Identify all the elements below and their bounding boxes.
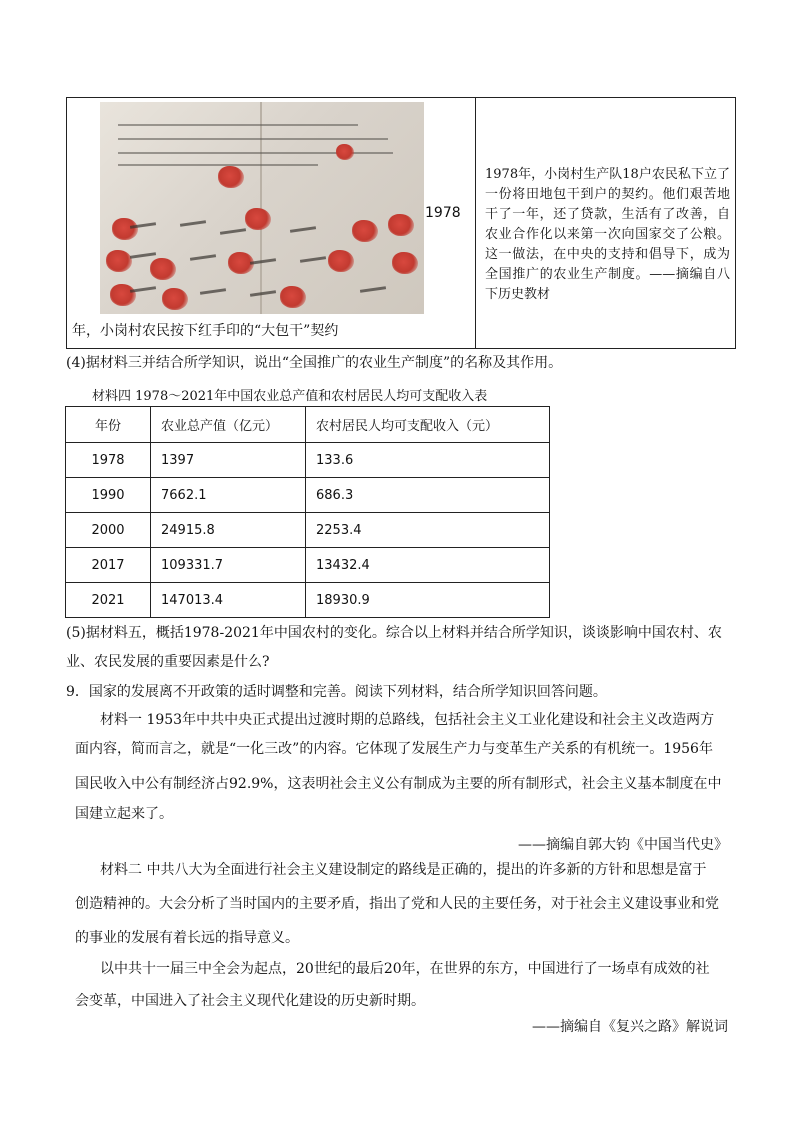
header-year: 年份	[66, 407, 151, 443]
data-table	[65, 406, 550, 618]
cell-output: 1397	[151, 443, 306, 478]
table-row	[66, 583, 550, 618]
cell-output: 109331.7	[151, 548, 306, 583]
cell-year: 1990	[66, 478, 151, 513]
contract-photo	[100, 102, 424, 314]
material1-line-4: 国建立起来了。	[75, 806, 173, 822]
material2-source: ——摘编自《复兴之路》解说词	[532, 1019, 728, 1035]
cell-income: 2253.4	[306, 513, 550, 548]
cell-income: 686.3	[306, 478, 550, 513]
material1-line-2: 面内容，简而言之，就是“一化三改”的内容。它体现了发展生产力与变革生产关系的有机统一。1956年	[75, 741, 713, 757]
table-row	[66, 443, 550, 478]
header-output: 农业总产值（亿元）	[151, 407, 306, 443]
table-header-row	[66, 407, 550, 443]
table-row	[66, 513, 550, 548]
table-row	[66, 478, 550, 513]
photo-year: 1978	[425, 205, 461, 221]
material1-source: ——摘编自郭大钧《中国当代史》	[518, 837, 728, 853]
cell-output: 7662.1	[151, 478, 306, 513]
material2-line-2: 创造精神的。大会分析了当时国内的主要矛盾，指出了党和人民的主要任务，对于社会主义建设事业和党	[75, 896, 719, 912]
cell-income: 133.6	[306, 443, 550, 478]
material2-line-5: 会变革，中国进入了社会主义现代化建设的历史新时期。	[75, 993, 425, 1009]
material2-line-4: 以中共十一届三中全会为起点，20世纪的最后20年，在世界的东方，中国进行了一场卓有成效的社	[100, 961, 710, 977]
question-5-line-2: 业、农民发展的重要因素是什么?	[66, 654, 270, 670]
cell-output: 147013.4	[151, 583, 306, 618]
question-4: (4)据材料三并结合所学知识，说出“全国推广的农业生产制度”的名称及其作用。	[66, 355, 563, 371]
table-title: 材料四 1978～2021年中国农业总产值和农村居民人均可支配收入表	[92, 389, 488, 404]
cell-output: 24915.8	[151, 513, 306, 548]
photo-caption: 年，小岗村农民按下红手印的“大包干”契约	[72, 323, 339, 339]
cell-year: 2021	[66, 583, 151, 618]
header-income: 农村居民人均可支配收入（元）	[306, 407, 550, 443]
cell-income: 18930.9	[306, 583, 550, 618]
material1-line-3: 国民收入中公有制经济占92.9%，这表明社会主义公有制成为主要的所有制形式，社会主义基本制度在中	[75, 776, 722, 792]
material2-line-3: 的事业的发展有着长远的指导意义。	[75, 930, 299, 946]
question-9-stem: 9．国家的发展离不开政策的适时调整和完善。阅读下列材料，结合所学知识回答问题。	[66, 684, 607, 700]
table-row	[66, 548, 550, 583]
material1-line-1: 材料一 1953年中共中央正式提出过渡时期的总路线，包括社会主义工业化建设和社会主义改造两方	[100, 712, 715, 728]
material3-text: 1978年，小岗村生产队18户农民私下立了一份将田地包干到户的契约。他们艰苦地干了一年，还了贷款，生活有了改善，自农业合作化以来第一次向国家交了公粮。这一做法，在中央的支持和倡导下，成为全国推广的农业生产制度。——摘编自八下历史教材	[485, 167, 730, 302]
material3-divider	[475, 97, 476, 349]
material2-line-1: 材料二 中共八大为全面进行社会主义建设制定的路线是正确的，提出的许多新的方针和思想是富于	[100, 862, 707, 878]
cell-year: 2000	[66, 513, 151, 548]
cell-year: 1978	[66, 443, 151, 478]
cell-year: 2017	[66, 548, 151, 583]
cell-income: 13432.4	[306, 548, 550, 583]
question-5-line-1: (5)据材料五，概括1978-2021年中国农村的变化。综合以上材料并结合所学知识，谈谈影响中国农村、农	[66, 625, 722, 641]
